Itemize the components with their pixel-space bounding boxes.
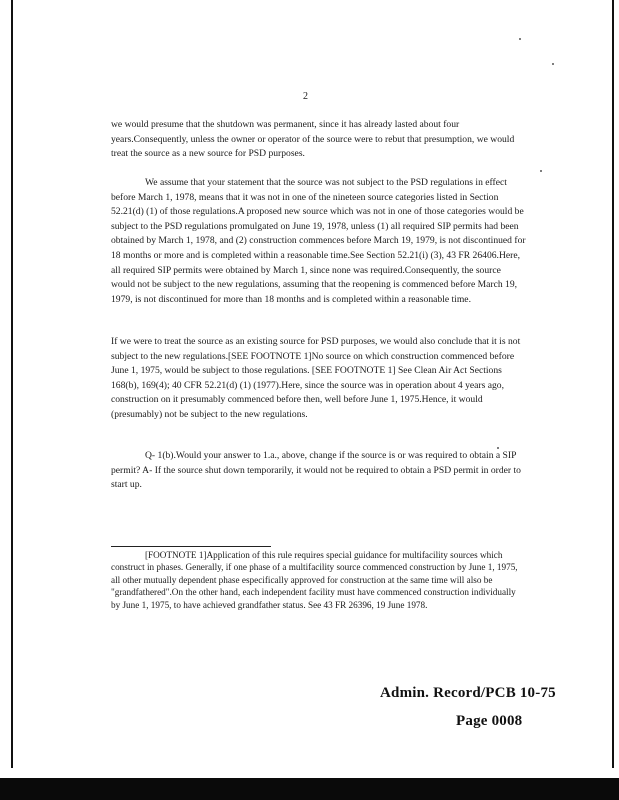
scan-border-left bbox=[11, 0, 13, 768]
page-stamp: Page 0008 bbox=[456, 713, 523, 729]
scan-bottom-band bbox=[0, 778, 619, 800]
admin-record-stamp: Admin. Record/PCB 10-75 bbox=[380, 685, 556, 701]
paragraph-text: If we were to treat the source as an existing source for PSD purposes, we would also conclude that it is not subject to the new regulations.[SEE FOOTNOTE 1]No source on which construction commenced before June 1, 1975, would be subject to those regulations. [SEE FOOTNOTE 1] See Clean Air Act Sections 168(b), 169(4); 40 CFR 52.21(d) (1) (1977).Here, since the source was in operation about 4 years ago, construction on it presumably commenced before then, well before June 1, 1975.Hence, it would (presumably) not be subject to the new regulations. bbox=[111, 336, 521, 420]
paragraph-text: Q- 1(b).Would your answer to 1.a., above, change if the source is or was required to obtain a SIP permit? A- If the source shut down temporarily, it would not be required to obtain a PSD permit in order to start up. bbox=[111, 450, 521, 491]
scan-border-right bbox=[612, 0, 614, 768]
scan-speck bbox=[540, 170, 542, 172]
paragraph-text: we would presume that the shutdown was permanent, since it has already lasted about four years.Consequently, unless the owner or operator of the source were to rebut that presumption, we would treat the source as a new source for PSD purposes. bbox=[111, 119, 515, 160]
scan-speck bbox=[519, 38, 521, 40]
footnote bbox=[111, 549, 526, 611]
paragraph-3 bbox=[111, 335, 526, 423]
footnote-text: [FOOTNOTE 1]Application of this rule requires special guidance for multifacility sources which construct in phases. Generally, if one phase of a multifacility source commenced construction by June 1, 1975, all other mutually dependent phase especifically approved for construction at the same time will also be "grandfathered".On the other hand, each independent facility must have commenced construction individually by June 1, 1975, to have achieved grandfather status. See 43 FR 26396, 19 June 1978. bbox=[111, 550, 518, 610]
paragraph-text: We assume that your statement that the source was not subject to the PSD regulations in effect before March 1, 1978, means that it was not in one of the nineteen source categories listed in Section 52.21(d) (1) of those regulations.A proposed new source which was not in one of those categories would be subject to the PSD regulations promulgated on June 19, 1978, unless (1) all required SIP permits had been obtained by March 1, 1978, and (2) construction commences before March 19, 1979, is not discontinued for 18 months or more and is completed within a reasonable time.See Section 52.21(i) (3), 43 FR 26406.Here, all required SIP permits were obtained by March 1, since none was required.Consequently, the source would not be subject to the new regulations, assuming that the reopening is commenced before March 19, 1979, is not discontinued for more than 18 months and is completed within a reasonable time. bbox=[111, 177, 526, 305]
footnote-divider bbox=[111, 546, 271, 547]
scan-speck bbox=[552, 63, 554, 65]
paragraph-2 bbox=[111, 176, 526, 307]
paragraph-1 bbox=[111, 118, 526, 162]
page-number: 2 bbox=[303, 91, 308, 102]
paragraph-4-qa bbox=[111, 449, 526, 493]
